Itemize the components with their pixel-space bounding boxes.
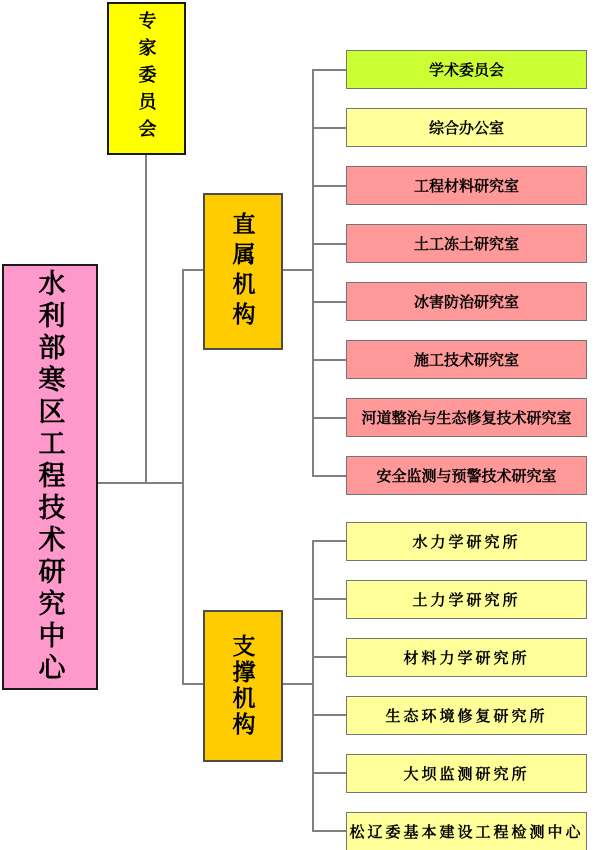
connector-middle-trunk xyxy=(182,269,184,685)
connector-stub xyxy=(312,359,346,361)
connector-stub xyxy=(312,475,346,477)
dept-box-ice-damage-prevention-lab: 冰害防治研究室 xyxy=(346,282,587,321)
dept-box-geotech-frozen-soil-lab: 土工冻土研究室 xyxy=(346,224,587,263)
connector-stub xyxy=(312,772,346,774)
dept-box-eco-environment-restoration-institute: 生态环境修复研究所 xyxy=(346,696,587,735)
connector-stub xyxy=(312,69,346,71)
dept-box-hydraulics-institute: 水力学研究所 xyxy=(346,522,587,561)
dept-box-dam-monitoring-institute: 大坝监测研究所 xyxy=(346,754,587,793)
connector-stub xyxy=(312,714,346,716)
connector-group1-trunk xyxy=(312,69,314,477)
connector-stub xyxy=(312,185,346,187)
direct-institutions-group-box: 直属机构 xyxy=(203,193,283,350)
connector-stub xyxy=(312,830,346,832)
connector-group1-in xyxy=(182,269,203,271)
connector-stub xyxy=(312,656,346,658)
dept-box-construction-technology-lab: 施工技术研究室 xyxy=(346,340,587,379)
connector-group2-in xyxy=(182,683,203,685)
research-center-root-box: 水利部寒区工程技术研究中心 xyxy=(2,264,98,690)
dept-box-safety-monitoring-warning-lab: 安全监测与预警技术研究室 xyxy=(346,456,587,495)
connector-stub xyxy=(312,540,346,542)
expert-committee-box: 专家委员会 xyxy=(107,2,186,155)
dept-box-general-office: 综合办公室 xyxy=(346,108,587,147)
connector-stub xyxy=(312,301,346,303)
connector-stub xyxy=(312,243,346,245)
connector-group2-out xyxy=(283,683,313,685)
support-institutions-group-box: 支撑机构 xyxy=(203,610,283,762)
connector-stub xyxy=(312,127,346,129)
connector-group2-trunk xyxy=(312,540,314,832)
dept-box-material-mechanics-institute: 材料力学研究所 xyxy=(346,638,587,677)
connector-group1-out xyxy=(283,269,313,271)
dept-box-engineering-materials-lab: 工程材料研究室 xyxy=(346,166,587,205)
connector-stub xyxy=(312,598,346,600)
dept-box-soil-mechanics-institute: 土力学研究所 xyxy=(346,580,587,619)
dept-box-academic-committee: 学术委员会 xyxy=(346,50,587,89)
dept-box-river-regulation-eco-restoration-lab: 河道整治与生态修复技术研究室 xyxy=(346,398,587,437)
dept-box-songliao-construction-inspection-center: 松辽委基本建设工程检测中心 xyxy=(346,812,587,850)
connector-stub xyxy=(312,417,346,419)
connector-expert-vertical xyxy=(145,155,147,483)
connector-root-horizontal xyxy=(98,482,183,484)
